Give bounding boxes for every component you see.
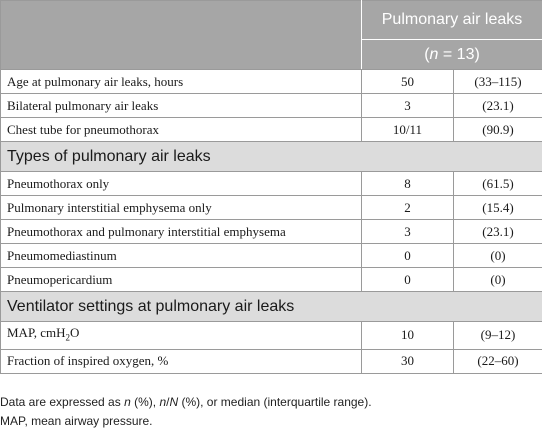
row-label: Pneumothorax and pulmonary interstitial emphysema <box>1 220 362 244</box>
section-title: Types of pulmonary air leaks <box>1 142 542 172</box>
table-row <box>1 268 542 292</box>
row-value: 2 <box>362 196 454 220</box>
section-title: Ventilator settings at pulmonary air leaks <box>1 292 542 322</box>
table-row <box>1 220 542 244</box>
table-row <box>1 94 542 118</box>
footnote-abbreviation: MAP, mean airway pressure. <box>0 414 153 428</box>
row-value: 0 <box>362 268 454 292</box>
row-value: 10 <box>362 322 454 350</box>
row-label: Pneumothorax only <box>1 172 362 196</box>
row-range: (0) <box>454 244 542 268</box>
table-row <box>1 322 542 350</box>
row-value: 8 <box>362 172 454 196</box>
column-n: (n = 13) <box>362 40 542 70</box>
row-range: (23.1) <box>454 94 542 118</box>
row-label: MAP, cmH$_2$O <box>1 322 362 350</box>
row-range: (9–12) <box>454 322 542 350</box>
row-value: 50 <box>362 70 454 94</box>
footnote-data-format: Data are expressed as n (%), n/N (%), or median (interquartile range). <box>0 395 372 409</box>
table-row <box>1 349 542 373</box>
table-row <box>1 70 542 94</box>
row-label: Pneumopericardium <box>1 268 362 292</box>
table-row <box>1 118 542 142</box>
row-range: (61.5) <box>454 172 542 196</box>
row-label: Pulmonary interstitial emphysema only <box>1 196 362 220</box>
row-value: 0 <box>362 244 454 268</box>
section-row-types <box>1 142 542 172</box>
row-value: 30 <box>362 349 454 373</box>
row-label: Bilateral pulmonary air leaks <box>1 94 362 118</box>
row-range: (15.4) <box>454 196 542 220</box>
table-row <box>1 244 542 268</box>
row-label: Fraction of inspired oxygen, % <box>1 349 362 373</box>
row-label: Chest tube for pneumothorax <box>1 118 362 142</box>
row-range: (33–115) <box>454 70 542 94</box>
row-value: 3 <box>362 220 454 244</box>
row-value: 10/11 <box>362 118 454 142</box>
table-row <box>1 172 542 196</box>
section-row-ventilator <box>1 292 542 322</box>
column-title: Pulmonary air leaks <box>362 1 542 40</box>
row-value: 3 <box>362 94 454 118</box>
row-label: Age at pulmonary air leaks, hours <box>1 70 362 94</box>
row-range: (23.1) <box>454 220 542 244</box>
row-range: (90.9) <box>454 118 542 142</box>
header-row-title <box>1 1 542 40</box>
row-range: (0) <box>454 268 542 292</box>
row-range: (22–60) <box>454 349 542 373</box>
header-blank-cell <box>1 1 362 70</box>
row-label: Pneumomediastinum <box>1 244 362 268</box>
table-row <box>1 196 542 220</box>
